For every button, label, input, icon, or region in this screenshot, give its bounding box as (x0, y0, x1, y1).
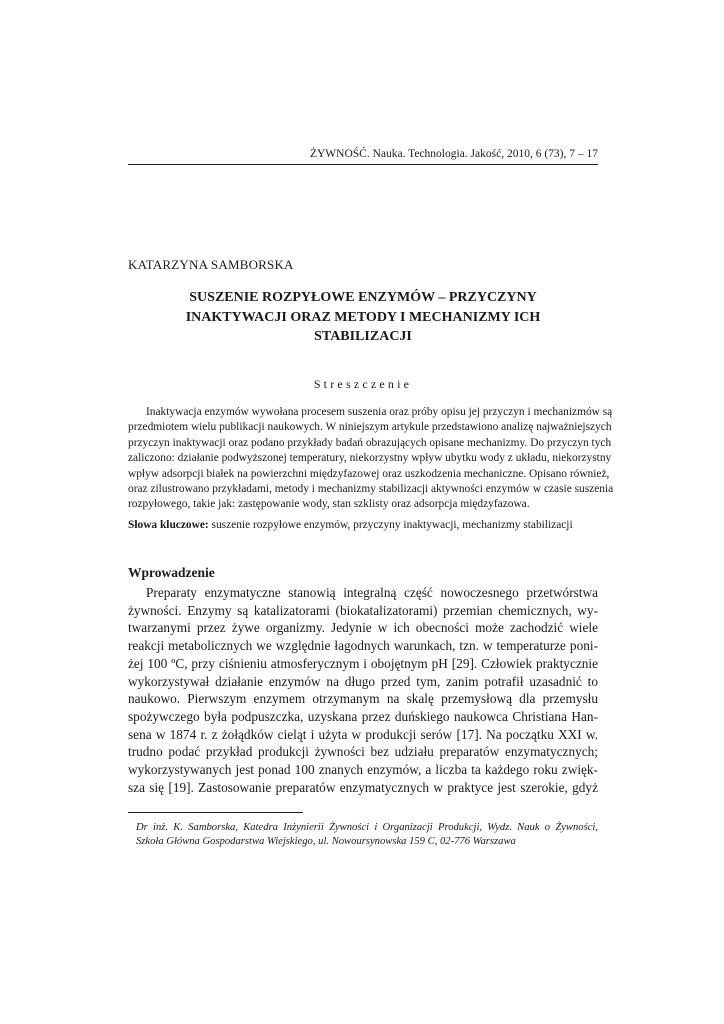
keywords-label: Słowa kluczowe: (128, 519, 209, 531)
body-line: spożywczego była podpuszczka, uzyskana przez duńskiego naukowca Christiana Han- (128, 708, 598, 724)
abstract-line: przedmiotem wielu publikacji naukowych. W niniejszym artykule przedstawiono analizę najważniejszych (128, 421, 612, 434)
body-line: reakcji metabolicznych we względnie łagodnych warunkach, tzn. w temperaturze poni- (128, 638, 598, 654)
body-line: sena w 1874 r. z żołądków cieląt i użyta w produkcji serów [17]. Na początku XXI w. (128, 726, 598, 742)
keywords-text: suszenie rozpyłowe enzymów, przyczyny inaktywacji, mechanizmy stabilizacji (208, 519, 573, 531)
abstract-line: oraz zilustrowano przykładami, metody i mechanizmy stabilizacji aktywności enzymów w czasie suszenia (128, 483, 614, 496)
body-line: żej 100 ºC, przy ciśnieniu atmosferycznym i obojętnym pH [29]. Człowiek praktycznie (128, 655, 598, 671)
header-rule (128, 164, 598, 165)
body-line: twarzanymi przez żywe organizmy. Jedynie w ich obecności może zachodzić wiele (128, 620, 598, 636)
running-header: ŻYWNOŚĆ. Nauka. Technologia. Jakość, 2010, 6 (73), 7 – 17 (309, 148, 598, 160)
abstract-line: rozpyłowego, takie jak: zastępowanie wody, stan szklisty oraz adsorpcja międzyfazowa. (128, 498, 530, 511)
body-line: wykorzystywał działanie enzymów na długo przed tym, zanim potrafił uzasadnić to (128, 673, 598, 689)
footnote-line: Szkoła Główna Gospodarstwa Wiejskiego, ul. Nowoursynowska 159 C, 02-776 Warszawa (136, 836, 516, 847)
introduction-paragraph (128, 584, 598, 796)
body-line: trudno podać przykład produkcji żywności bez udziału preparatów enzymatycznych; (128, 744, 598, 760)
body-line: naukowo. Pierwszym enzymem otrzymanym na skalę przemysłową dla przemysłu (128, 691, 598, 707)
abstract-heading: Streszczenie (313, 377, 413, 391)
author-name: KATARZYNA SAMBORSKA (128, 257, 294, 272)
body-line: wykorzystywanych jest ponad 100 znanych enzymów, a liczba ta każdego roku zwięk- (128, 762, 598, 778)
author-affiliation-footnote (136, 821, 598, 849)
body-line: Preparaty enzymatyczne stanowią integralną część nowoczesnego przetwórstwa (146, 585, 598, 600)
title-line: INAKTYWACJI ORAZ METODY I MECHANIZMY ICH (185, 309, 541, 325)
abstract-line: zaliczono: działanie podwyższonej temperatury, niekorzystny wpływ ubytku wody z układu, niekorzystny (128, 452, 612, 465)
abstract-line: przyczyn inaktywacji oraz podano przykłady badań obrazujących opisane mechanizmy. Do przyczyn tych (128, 436, 612, 449)
abstract-line: wpływ adsorpcji białek na powierzchni międzyfazowej oraz uszkodzenia mechaniczne. Opisano również, (128, 467, 610, 480)
section-heading: Wprowadzenie (128, 565, 215, 580)
body-line: sza się [19]. Zastosowanie preparatów enzymatycznych w praktyce jest szerokie, gdyż (128, 779, 598, 795)
footnote-line: Dr inż. K. Samborska, Katedra Inżynierii Żywności i Organizacji Produkcji, Wydz. Nauk o Żywności, (136, 822, 598, 833)
abstract-paragraph (128, 405, 614, 513)
footnote-rule (128, 812, 303, 813)
abstract-line: Inaktywacja enzymów wywołana procesem suszenia oraz próby opisu jej przyczyn i mechanizmów są (146, 406, 613, 418)
body-line: żywności. Enzymy są katalizatorami (biokatalizatorami) przemian chemicznych, wy- (128, 602, 598, 618)
keywords (128, 518, 598, 533)
title-line: STABILIZACJI (314, 329, 412, 344)
article-title (128, 288, 598, 347)
title-line: SUSZENIE ROZPYŁOWE ENZYMÓW – PRZYCZYNY (189, 290, 537, 305)
